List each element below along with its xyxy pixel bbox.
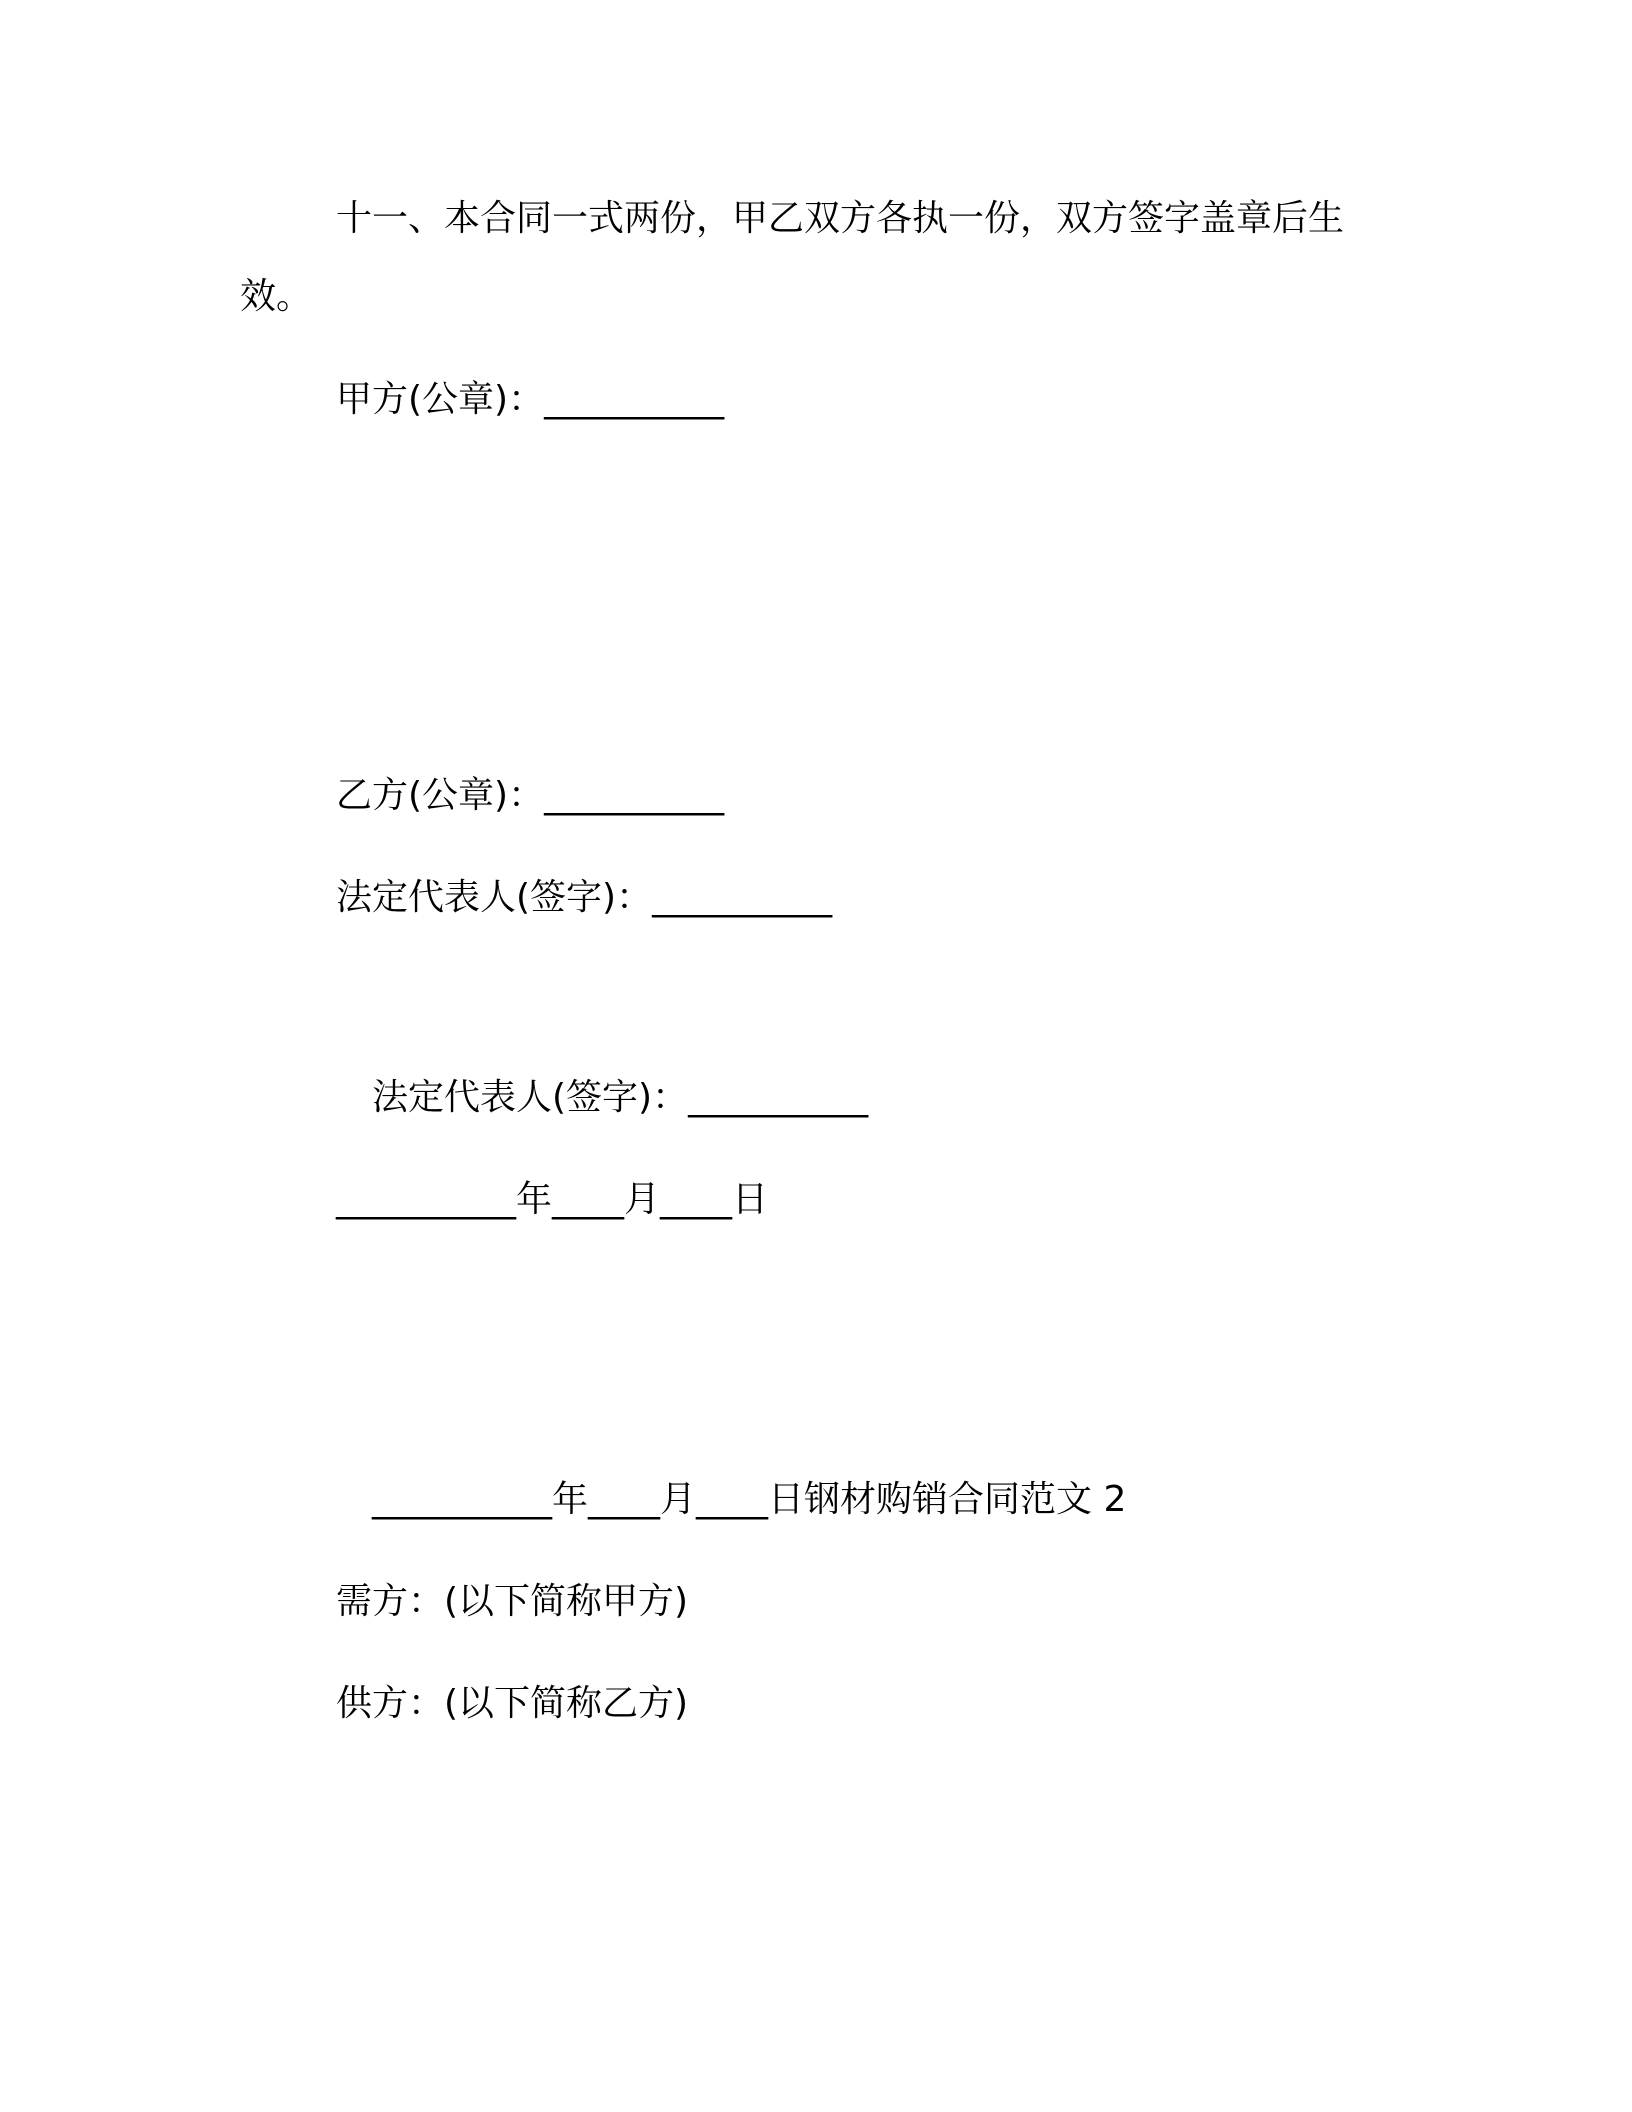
demand-party-line: 需方：(以下简称甲方) (336, 1581, 689, 1622)
party-b-seal-line: 乙方(公章)：__________ (336, 775, 725, 816)
legal-representative-line-2: 法定代表人(签字)：__________ (372, 1077, 869, 1118)
party-a-seal-line: 甲方(公章)：__________ (336, 379, 725, 420)
date-line: __________年____月____日 (336, 1179, 768, 1220)
legal-representative-line: 法定代表人(签字)：__________ (336, 877, 833, 918)
clause-11-paragraph: 十一、本合同一式两份，甲乙双方各执一份，双方签字盖章后生效。 (240, 198, 1345, 317)
contract-title-line: __________年____月____日钢材购销合同范文 2 (372, 1479, 1127, 1520)
supply-party-line: 供方：(以下简称乙方) (336, 1683, 689, 1724)
